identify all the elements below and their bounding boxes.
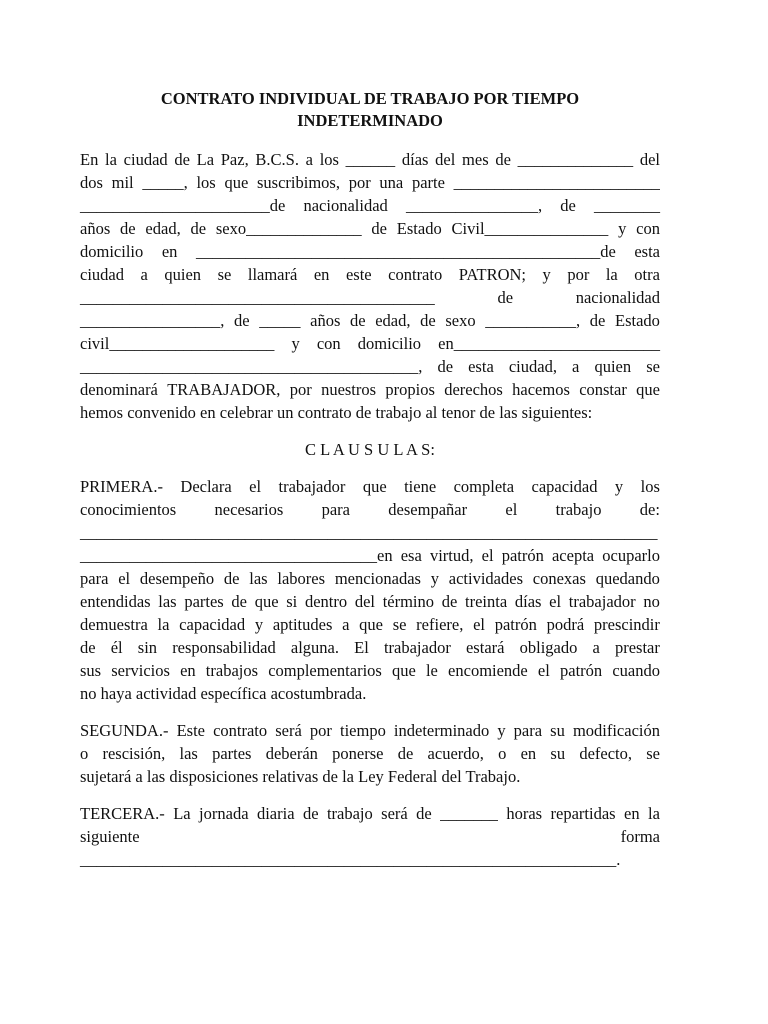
word: será [275, 721, 302, 740]
word: propios [385, 380, 435, 399]
word: los [319, 150, 339, 169]
word: trabajo [326, 804, 373, 823]
word: con [636, 219, 660, 238]
word: ocuparlo [602, 546, 660, 565]
word: los [640, 477, 660, 496]
word: y [497, 721, 506, 740]
word: ______________ [517, 150, 634, 169]
word: trabajo [555, 500, 602, 519]
word: que [359, 615, 383, 634]
word: y [254, 615, 264, 634]
word: Civil_______________ [451, 219, 609, 238]
word: Estado [396, 219, 442, 238]
clause-primera-line [80, 590, 660, 613]
document-title-line-1: CONTRATO INDIVIDUAL DE TRABAJO POR TIEMPO [160, 89, 580, 108]
word: en_________________________ [438, 334, 660, 353]
word: ___________________________________________ [80, 288, 435, 307]
word: nacionalidad [303, 196, 388, 215]
clause-tercera-line [80, 825, 660, 848]
word: de [371, 219, 387, 238]
word: indeterminado [393, 721, 490, 740]
word: _________________________ [453, 173, 660, 192]
word: completa [453, 477, 515, 496]
word: en [520, 744, 537, 763]
clause-tercera-line: _________________________________________________________________. [80, 850, 621, 869]
word: las [158, 592, 177, 611]
word: sexo [445, 311, 476, 330]
word: deberán [265, 744, 318, 763]
word: a [140, 265, 148, 284]
word: ____________________________________en [80, 546, 393, 565]
word: le [425, 661, 438, 680]
word: de [420, 311, 436, 330]
word: de [231, 592, 247, 611]
word: que [254, 592, 279, 611]
intro-line [80, 194, 660, 217]
word: constar [579, 380, 627, 399]
word: de [223, 569, 240, 588]
word: para [321, 500, 350, 519]
word: el [118, 569, 131, 588]
word: y [291, 334, 300, 353]
word: domicilio [80, 242, 144, 261]
word: ponerse [332, 744, 384, 763]
word: y [430, 569, 439, 588]
word: ________ [593, 196, 660, 215]
word: y [542, 265, 551, 284]
word: dentro [304, 592, 348, 611]
intro-line: hemos convenido en celebrar un contrato de trabajo al tenor de las siguientes: [80, 403, 593, 422]
word: a [572, 357, 580, 376]
word: de [234, 311, 250, 330]
word: de [495, 150, 511, 169]
word: encomiende [448, 661, 528, 680]
word: TERCERA.- [80, 804, 165, 823]
word: la [105, 150, 117, 169]
word: su [550, 721, 565, 740]
word: este [345, 265, 372, 284]
word: el [473, 615, 485, 634]
word: por [348, 173, 371, 192]
word: forma [620, 827, 660, 846]
word: las [179, 744, 198, 763]
word: se [646, 357, 660, 376]
word: podrá [546, 615, 585, 634]
intro-line [80, 240, 660, 263]
word: refiere, [416, 615, 464, 634]
word: que [636, 380, 660, 399]
word: y [618, 219, 627, 238]
intro-line [80, 378, 660, 401]
word: desempeño [139, 569, 215, 588]
word: por [567, 265, 590, 284]
word: de [190, 219, 207, 238]
word: contrato [213, 721, 268, 740]
word: tiempo [340, 721, 386, 740]
word: de [302, 804, 319, 823]
word: mil [111, 173, 134, 192]
intro-line [80, 286, 660, 309]
word: de [120, 219, 136, 238]
word: ______ [345, 150, 396, 169]
word: en [624, 804, 640, 823]
word: SEGUNDA.- [80, 721, 169, 740]
word: responsabilidad [172, 638, 276, 657]
word: sin [137, 638, 158, 657]
word: siguiente [80, 827, 140, 846]
word: el [537, 661, 550, 680]
word: las [249, 569, 268, 588]
word: para [513, 721, 543, 740]
word: suscribimos, [257, 173, 340, 192]
word: días [514, 592, 542, 611]
word: del [354, 592, 375, 611]
word: partes [212, 744, 252, 763]
word: los [196, 173, 216, 192]
word: En [80, 150, 99, 169]
word: _______________________de [80, 196, 286, 215]
word: edad, [145, 219, 181, 238]
word: en [180, 661, 196, 680]
word: labores [277, 569, 326, 588]
word: a [342, 615, 350, 634]
word: dos [80, 173, 103, 192]
clause-tercera-line [80, 802, 660, 825]
word: ciudad, [508, 357, 557, 376]
word: sexo______________ [215, 219, 362, 238]
word: demuestra [80, 615, 148, 634]
word: El [354, 638, 369, 657]
intro-line [80, 309, 660, 332]
word: su [550, 744, 566, 763]
word: que [224, 173, 249, 192]
word: llamará [247, 265, 298, 284]
word: patrón [494, 615, 537, 634]
word: de [589, 311, 606, 330]
clause-primera-line: no haya actividad específica acostumbrada. [80, 684, 367, 703]
word: domicilio [357, 334, 422, 353]
word: otra [634, 265, 660, 284]
word: será [381, 804, 408, 823]
word: ________________, [405, 196, 543, 215]
word: denominará [80, 380, 158, 399]
intro-line [80, 171, 660, 194]
word: con [316, 334, 341, 353]
word: Estado [615, 311, 660, 330]
word: civil____________________ [80, 334, 275, 353]
word: el [549, 592, 562, 611]
word: que [391, 661, 416, 680]
clause-segunda-line [80, 719, 660, 742]
clause-segunda-line: sujetará a las disposiciones relativas de la Ley Federal del Trabajo. [80, 767, 521, 786]
word: a [592, 638, 600, 657]
word: se [646, 744, 660, 763]
word: quedando [595, 569, 660, 588]
clause-segunda-line [80, 742, 660, 765]
word: trabajador [278, 477, 346, 496]
intro-line [80, 355, 660, 378]
word: mencionadas [334, 569, 421, 588]
word: de [441, 592, 458, 611]
word: capacidad [531, 477, 598, 496]
word: de [80, 638, 96, 657]
word: por [289, 380, 312, 399]
word: Declara [180, 477, 232, 496]
word: trabajos [205, 661, 259, 680]
word: repartidas [550, 804, 616, 823]
word: de [174, 150, 190, 169]
word: obligado [519, 638, 578, 657]
clause-primera-line [80, 475, 660, 498]
word: desempañar [388, 500, 468, 519]
intro-line [80, 217, 660, 240]
word: _____, [142, 173, 188, 192]
word: término [382, 592, 435, 611]
word: por [309, 721, 332, 740]
intro-line [80, 148, 660, 171]
word: virtud, [429, 546, 474, 565]
word: la [157, 615, 170, 634]
word: _________________________________________________de [195, 242, 616, 261]
word: esta [468, 357, 494, 376]
clausulas-heading: C L A U S U L A S: [305, 440, 435, 459]
word: complementarios [268, 661, 382, 680]
word: que [362, 477, 387, 496]
word: contrato [388, 265, 443, 284]
word: trabajador [568, 592, 636, 611]
word: años [310, 311, 341, 330]
word: conocimientos [80, 500, 177, 519]
word: hacemos [512, 380, 570, 399]
word: de [497, 288, 514, 307]
word: no [643, 592, 660, 611]
word: de: [639, 500, 660, 519]
word: del [639, 150, 660, 169]
word: de [397, 744, 414, 763]
word: años [80, 219, 111, 238]
word: _____ [259, 311, 301, 330]
word: parte [411, 173, 445, 192]
word: jornada [199, 804, 249, 823]
word: el [505, 500, 518, 519]
word: quien [164, 265, 202, 284]
word: si [286, 592, 298, 611]
document-title-line-2: INDETERMINADO [297, 111, 443, 130]
word: días [401, 150, 429, 169]
word: el [481, 546, 494, 565]
word: en [313, 265, 330, 284]
word: nacionalidad [575, 288, 660, 307]
word: TRABAJADOR, [167, 380, 281, 399]
word: de [350, 311, 366, 330]
clause-primera-line [80, 544, 660, 567]
word: _________________, [80, 311, 225, 330]
word: derechos [444, 380, 503, 399]
word: quien [594, 357, 632, 376]
word: de [416, 804, 432, 823]
word: él [110, 638, 123, 657]
word: esta [634, 242, 660, 261]
word: _________________________________________, [80, 357, 423, 376]
word: PRIMERA.- [80, 477, 163, 496]
word: nuestros [321, 380, 377, 399]
word: acuerdo, [427, 744, 484, 763]
word: horas [506, 804, 543, 823]
word: alguna. [290, 638, 339, 657]
word: necesarios [214, 500, 284, 519]
word: y [614, 477, 624, 496]
word: o [498, 744, 507, 763]
word: capacidad [179, 615, 246, 634]
word: actividades [448, 569, 523, 588]
word: trabajador [383, 638, 451, 657]
word: esa [400, 546, 422, 565]
word: para [80, 569, 109, 588]
word: de [437, 357, 454, 376]
word: o [80, 744, 89, 763]
word: patrón [501, 546, 544, 565]
word: treinta [465, 592, 508, 611]
word: estará [465, 638, 505, 657]
word: ciudad [123, 150, 168, 169]
word: rescisión, [102, 744, 166, 763]
word: PATRON; [458, 265, 526, 284]
word: se [217, 265, 232, 284]
word: La [173, 804, 191, 823]
word: servicios [111, 661, 170, 680]
word: una [379, 173, 404, 192]
word: defecto, [579, 744, 633, 763]
clause-primera-line [80, 567, 660, 590]
word: sus [80, 661, 102, 680]
word: la [605, 265, 618, 284]
word: ___________, [485, 311, 581, 330]
word: edad, [375, 311, 411, 330]
word: entendidas [80, 592, 151, 611]
word: prescindir [593, 615, 660, 634]
word: Este [176, 721, 205, 740]
clause-primera-line [80, 613, 660, 636]
word: del [435, 150, 456, 169]
word: Paz, [220, 150, 249, 169]
word: en [161, 242, 178, 261]
word: tiene [404, 477, 437, 496]
word: el [249, 477, 262, 496]
word: mes [462, 150, 489, 169]
word: prestar [614, 638, 660, 657]
intro-line [80, 332, 660, 355]
clause-primera-line [80, 498, 660, 521]
clause-primera-line [80, 659, 660, 682]
word: modificación [572, 721, 660, 740]
word: diaria [256, 804, 295, 823]
word: la [648, 804, 660, 823]
word: aptitudes [272, 615, 333, 634]
word: La [196, 150, 215, 169]
word: patrón [560, 661, 603, 680]
word: _______ [440, 804, 498, 823]
word: B.C.S. [255, 150, 299, 169]
word: cuando [612, 661, 660, 680]
word: conexas [532, 569, 586, 588]
word: a [305, 150, 313, 169]
word: se [392, 615, 407, 634]
word: de [560, 196, 576, 215]
word: acepta [551, 546, 595, 565]
word: partes [184, 592, 224, 611]
intro-line [80, 263, 660, 286]
clause-primera-line: ______________________________________________________________________ [80, 523, 658, 542]
word: ciudad [80, 265, 124, 284]
clause-primera-line [80, 636, 660, 659]
